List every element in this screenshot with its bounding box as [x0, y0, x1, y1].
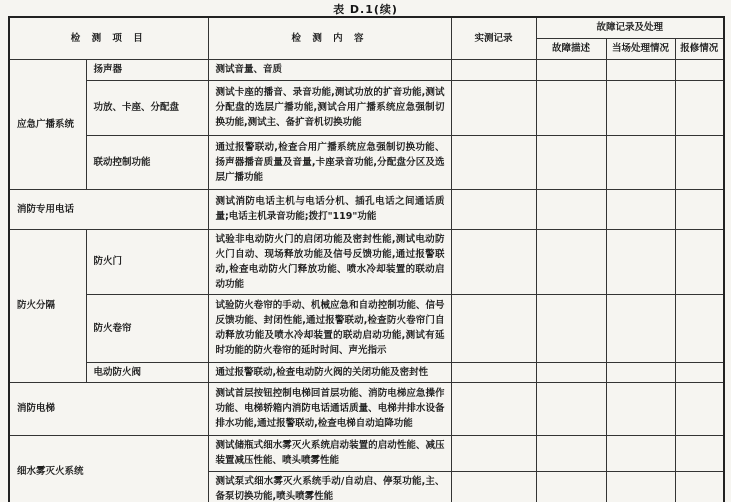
fault-desc-cell [536, 435, 606, 471]
header-content: 检 测 内 容 [208, 17, 451, 59]
record-cell [451, 59, 536, 80]
repair-cell [675, 189, 724, 229]
record-cell [451, 471, 536, 502]
record-cell [451, 362, 536, 382]
fault-desc-cell [536, 189, 606, 229]
repair-cell [675, 80, 724, 135]
onsite-cell [606, 362, 675, 382]
repair-cell [675, 382, 724, 435]
fault-desc-cell [536, 59, 606, 80]
item-cell: 联动控制功能 [86, 135, 208, 189]
group-cell-fire-phone: 消防专用电话 [9, 189, 208, 229]
group-cell-fire-separation: 防火分隔 [9, 229, 86, 382]
record-cell [451, 382, 536, 435]
fault-desc-cell [536, 294, 606, 362]
fault-desc-cell [536, 471, 606, 502]
header-repair: 报修情况 [675, 38, 724, 59]
table-row [9, 362, 724, 382]
table-row [9, 80, 724, 135]
fault-desc-cell [536, 80, 606, 135]
header-onsite: 当场处理情况 [606, 38, 675, 59]
header-fault-desc: 故障描述 [536, 38, 606, 59]
onsite-cell [606, 471, 675, 502]
content-cell: 测试储瓶式细水雾灭火系统启动装置的启动性能、减压装置减压性能、喷头喷雾性能 [208, 435, 451, 471]
content-cell: 测试卡座的播音、录音功能,测试功放的扩音功能,测试分配盘的选层广播功能,测试合用广播系统应急强制切换功能,测试主、备扩音机切换功能 [208, 80, 451, 135]
onsite-cell [606, 382, 675, 435]
onsite-cell [606, 435, 675, 471]
content-cell: 通过报警联动,检查合用广播系统应急强制切换功能、扬声器播音质量及音量,卡座录音功能,分配盘分区及选层广播功能 [208, 135, 451, 189]
onsite-cell [606, 135, 675, 189]
record-cell [451, 229, 536, 294]
content-cell: 试验非电动防火门的启闭功能及密封性能,测试电动防火门自动、现场释放功能及信号反馈功能,通过报警联动,检查电动防火门释放功能、喷水冷却装置的联动启动功能 [208, 229, 451, 294]
table-row [9, 59, 724, 80]
repair-cell [675, 135, 724, 189]
repair-cell [675, 471, 724, 502]
repair-cell [675, 229, 724, 294]
onsite-cell [606, 59, 675, 80]
fault-desc-cell [536, 229, 606, 294]
group-cell-broadcast: 应急广播系统 [9, 59, 86, 189]
header-row-1 [9, 17, 724, 38]
item-cell: 防火门 [86, 229, 208, 294]
group-cell-fire-elevator: 消防电梯 [9, 382, 208, 435]
record-cell [451, 189, 536, 229]
header-record: 实测记录 [451, 17, 536, 59]
item-cell: 电动防火阀 [86, 362, 208, 382]
record-cell [451, 80, 536, 135]
table-row [9, 382, 724, 435]
onsite-cell [606, 229, 675, 294]
inspection-table [8, 16, 725, 502]
repair-cell [675, 362, 724, 382]
item-cell: 防火卷帘 [86, 294, 208, 362]
content-cell: 测试音量、音质 [208, 59, 451, 80]
repair-cell [675, 59, 724, 80]
onsite-cell [606, 80, 675, 135]
content-cell: 测试消防电话主机与电话分机、插孔电话之间通话质量;电话主机录音功能;拨打"119"功能 [208, 189, 451, 229]
item-cell: 扬声器 [86, 59, 208, 80]
table-title: 表 D.1(续) [333, 3, 398, 16]
header-fault-group: 故障记录及处理 [536, 17, 724, 38]
table-row [9, 135, 724, 189]
group-cell-water-mist: 细水雾灭火系统 [9, 435, 208, 502]
onsite-cell [606, 189, 675, 229]
table-row [9, 294, 724, 362]
repair-cell [675, 294, 724, 362]
table-row [9, 435, 724, 471]
content-cell: 测试首层按钮控制电梯回首层功能、消防电梯应急操作功能、电梯轿箱内消防电话通话质量、电梯井排水设备排水功能,通过报警联动,检查电梯自动迫降功能 [208, 382, 451, 435]
header-item: 检 测 项 目 [9, 17, 208, 59]
content-cell: 试验防火卷帘的手动、机械应急和自动控制功能、信号反馈功能、封闭性能,通过报警联动,检查防火卷帘门自动释放功能及喷水冷却装置的联动启动功能,测试有延时功能的防火卷帘的延时时间、声光指示 [208, 294, 451, 362]
table-row [9, 189, 724, 229]
fault-desc-cell [536, 362, 606, 382]
table-row [9, 229, 724, 294]
item-cell: 功放、卡座、分配盘 [86, 80, 208, 135]
record-cell [451, 135, 536, 189]
content-cell: 通过报警联动,检查电动防火阀的关闭功能及密封性 [208, 362, 451, 382]
fault-desc-cell [536, 382, 606, 435]
record-cell [451, 435, 536, 471]
record-cell [451, 294, 536, 362]
onsite-cell [606, 294, 675, 362]
repair-cell [675, 435, 724, 471]
fault-desc-cell [536, 135, 606, 189]
content-cell: 测试泵式细水雾灭火系统手动/自动启、停泵功能,主、备泵切换功能,喷头喷雾性能 [208, 471, 451, 502]
